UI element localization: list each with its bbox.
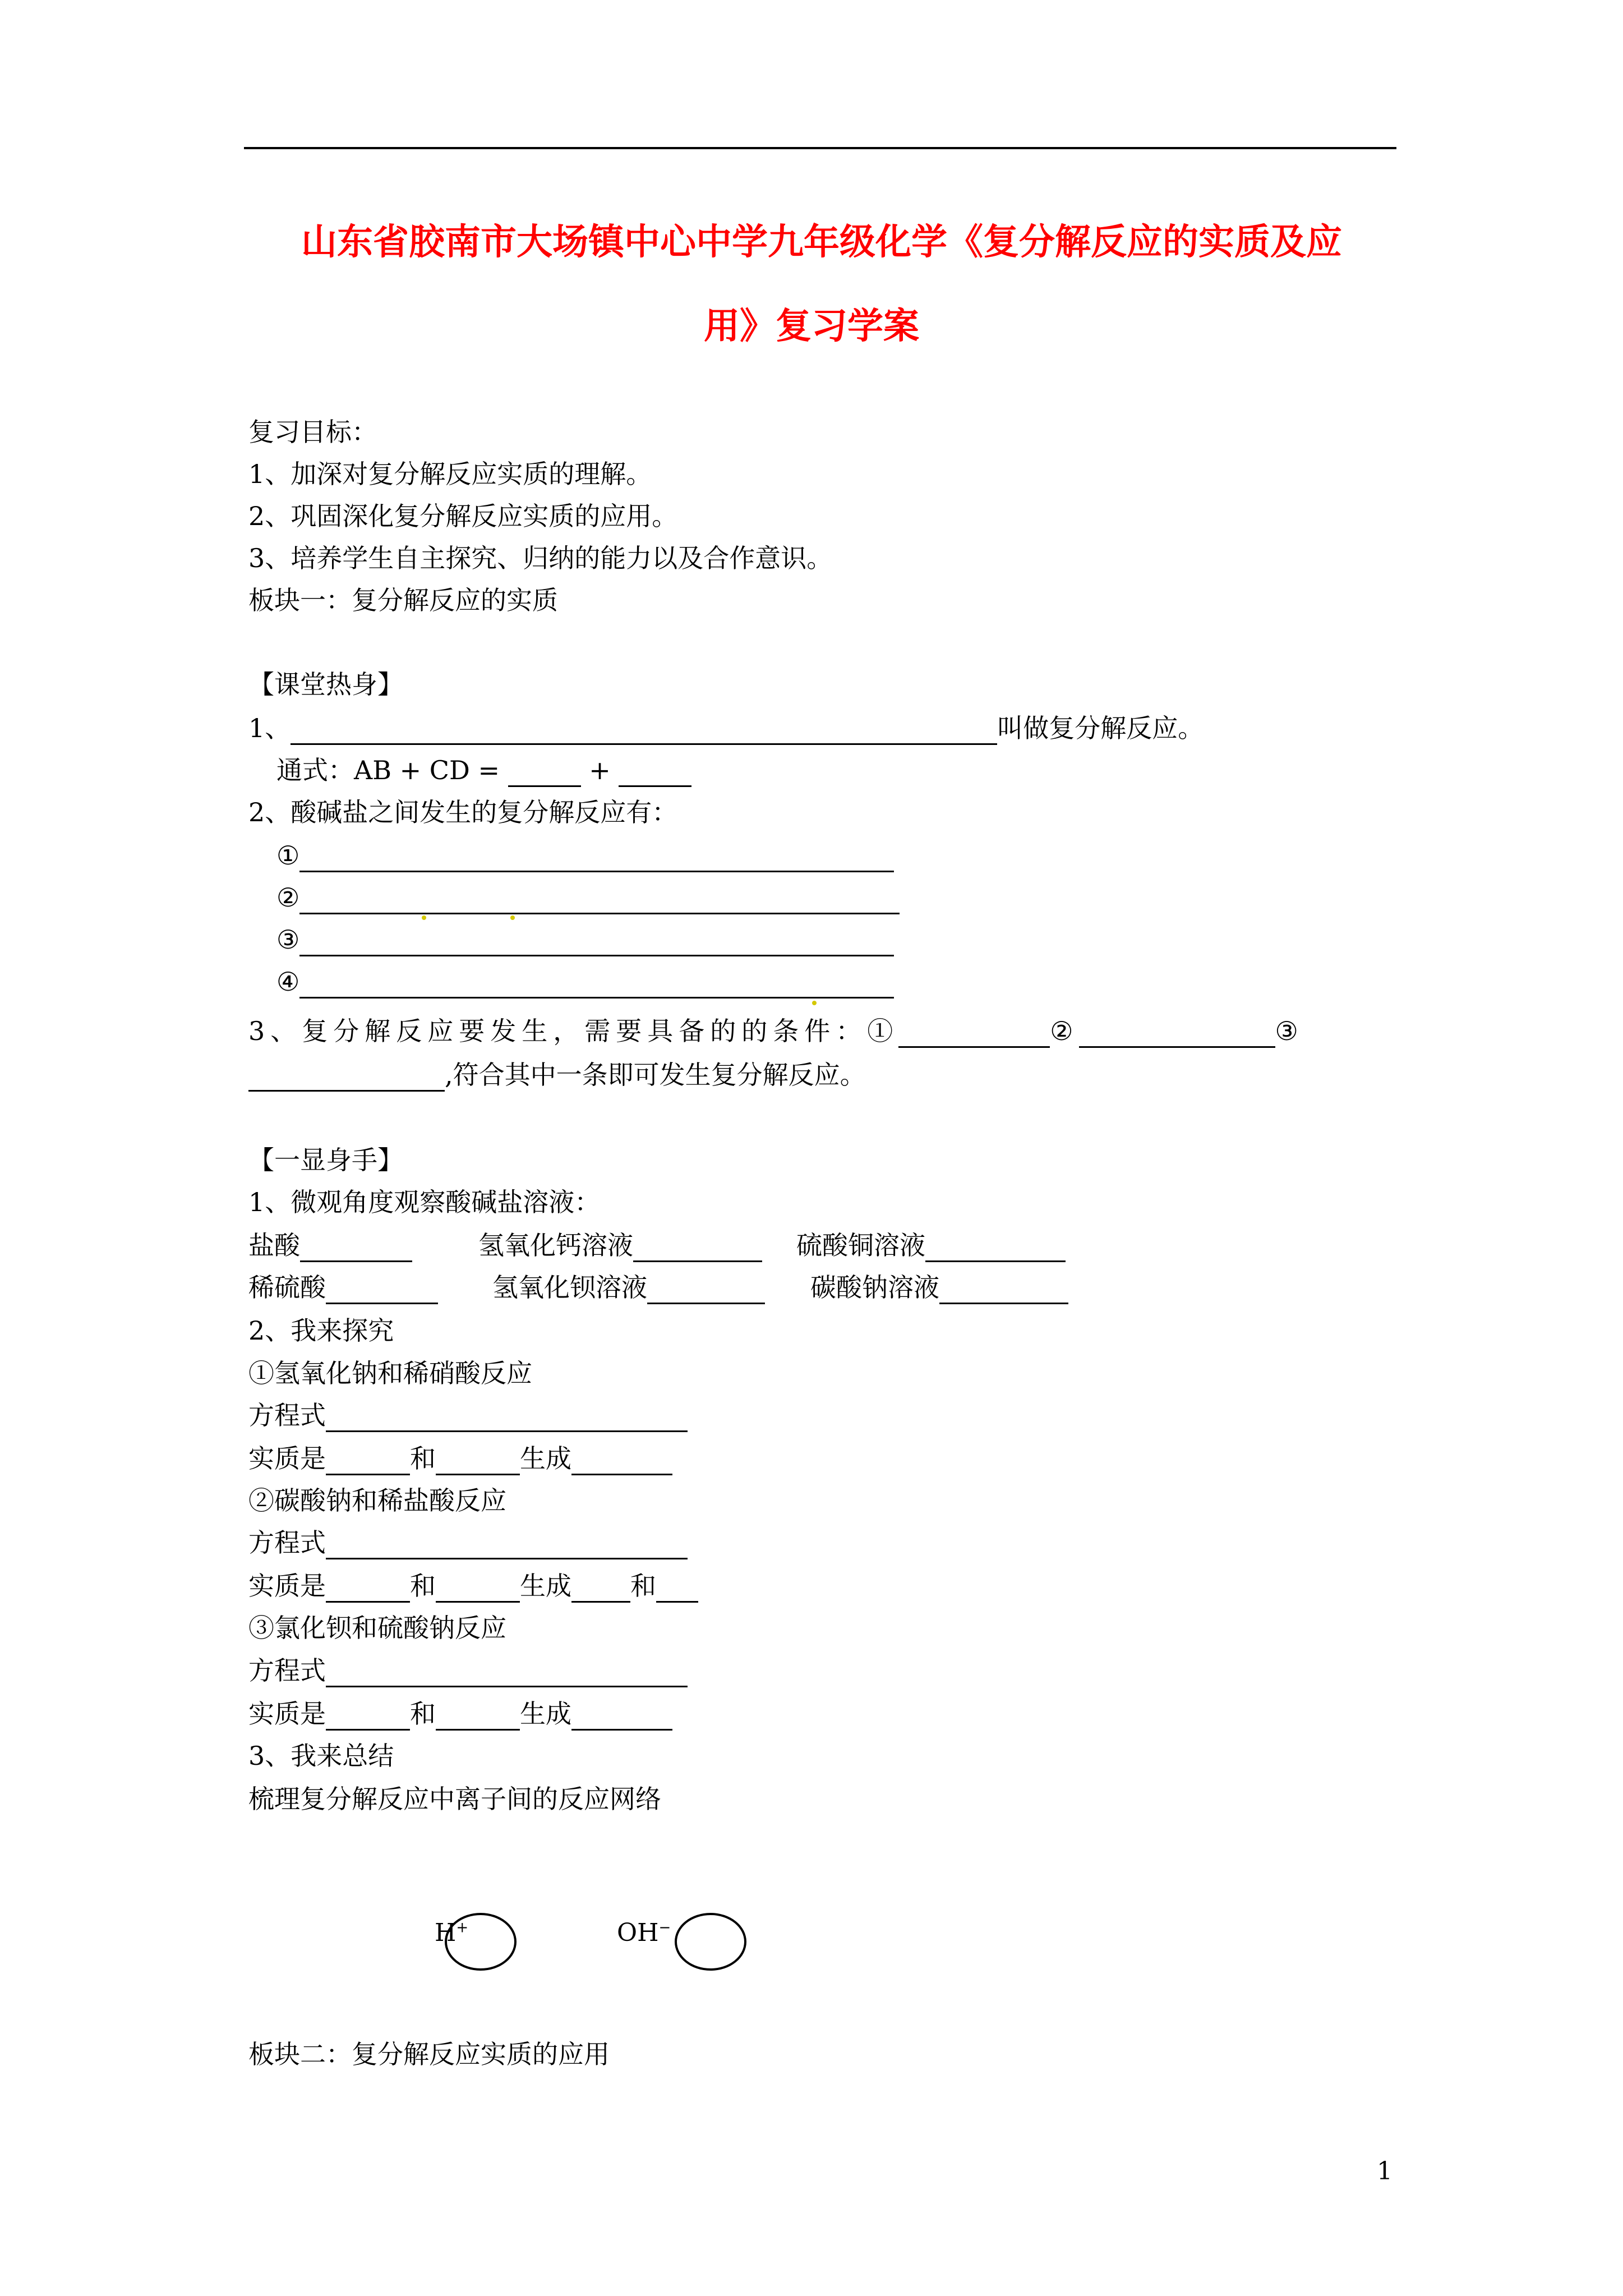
ion-oh: OH <box>617 1918 659 1947</box>
solution-cell <box>796 1228 1066 1262</box>
module2-heading: 板块二：复分解反应实质的应用 <box>248 2039 610 2069</box>
goal-item: 3、培养学生自主探究、归纳的能力以及合作意识。 <box>248 543 833 573</box>
showcase-heading: 【一显身手】 <box>248 1145 403 1175</box>
item-marker: ③ <box>276 924 300 955</box>
warmup-heading: 【课堂热身】 <box>248 669 403 700</box>
equation-label: 方程式 <box>248 1655 326 1686</box>
equation-line <box>248 1654 688 1687</box>
formula-blank-2[interactable] <box>619 758 691 787</box>
ion-h: H <box>435 1918 457 1947</box>
showcase-q2: 2、我来探究 <box>248 1315 394 1346</box>
network-text: 梳理复分解反应中离子间的反应网络 <box>248 1784 661 1814</box>
solution-label: 稀硫酸 <box>248 1272 326 1303</box>
q1-blank[interactable] <box>291 716 997 745</box>
solution-blank[interactable] <box>326 1276 438 1304</box>
solution-label: 氢氧化钙溶液 <box>478 1230 633 1260</box>
solution-blank[interactable] <box>633 1234 762 1262</box>
experiment-2: ②碳酸钠和稀盐酸反应 <box>248 1485 506 1516</box>
solution-label: 盐酸 <box>248 1230 300 1260</box>
reaction-line <box>276 965 894 999</box>
essence-blank[interactable] <box>656 1574 698 1603</box>
ion-oh-charge: − <box>658 1919 671 1936</box>
module1-heading: 板块一：复分解反应的实质 <box>248 585 558 615</box>
essence-line <box>248 1442 672 1475</box>
essence-blank[interactable] <box>436 1702 520 1731</box>
reaction-blank[interactable] <box>299 886 900 914</box>
equation-line <box>248 1398 688 1432</box>
warmup-q3 <box>248 1014 1304 1048</box>
formula-plus: + <box>580 755 619 785</box>
essence-label: 实质是 <box>248 1699 326 1729</box>
solution-cell <box>492 1271 765 1304</box>
condition-blank-3[interactable] <box>248 1063 445 1092</box>
warmup-q2: 2、酸碱盐之间发生的复分解反应有： <box>248 797 678 827</box>
condition-blank-2[interactable] <box>1079 1019 1275 1048</box>
item-marker: ④ <box>276 967 300 997</box>
title-line-1: 山东省胶南市大场镇中心中学九年级化学《复分解反应的实质及应 <box>301 221 1342 263</box>
formula-blank-1[interactable] <box>508 758 581 787</box>
and-label: 和 <box>630 1571 656 1601</box>
solution-blank[interactable] <box>300 1234 412 1262</box>
stray-dot <box>812 1001 817 1005</box>
essence-blank[interactable] <box>571 1574 630 1603</box>
q1-prefix: 1、 <box>248 713 291 743</box>
item-marker: ① <box>276 840 300 871</box>
formula-line <box>276 753 691 787</box>
q3-text: 3、复分解反应要发生，需要具备的的条件：① <box>248 1016 899 1046</box>
condition-blank-1[interactable] <box>898 1019 1050 1048</box>
and-label: 和 <box>410 1699 436 1729</box>
essence-blank[interactable] <box>436 1447 520 1475</box>
ion-h-charge: + <box>456 1919 469 1936</box>
essence-blank[interactable] <box>326 1574 410 1603</box>
q3-c3: ③ <box>1275 1016 1304 1046</box>
experiment-3: ③氯化钡和硫酸钠反应 <box>248 1613 506 1643</box>
warmup-q3-cont <box>248 1058 866 1092</box>
solution-cell <box>248 1271 438 1304</box>
goal-item: 2、巩固深化复分解反应实质的应用。 <box>248 501 678 531</box>
ion-oh-label <box>617 1918 671 1947</box>
stray-dot <box>422 915 426 920</box>
and-label: 和 <box>410 1571 436 1601</box>
produce-label: 生成 <box>520 1443 571 1474</box>
reaction-line <box>276 881 900 914</box>
equation-label: 方程式 <box>248 1527 326 1558</box>
essence-blank[interactable] <box>326 1447 410 1475</box>
goals-heading: 复习目标： <box>248 417 377 447</box>
q3-tail: ,符合其中一条即可发生复分解反应。 <box>445 1060 866 1090</box>
produce-label: 生成 <box>520 1571 571 1601</box>
essence-label: 实质是 <box>248 1443 326 1474</box>
equation-blank[interactable] <box>326 1659 688 1687</box>
solution-label: 硫酸铜溶液 <box>796 1230 925 1260</box>
equation-blank[interactable] <box>326 1404 688 1432</box>
solution-cell <box>248 1228 412 1262</box>
solution-blank[interactable] <box>939 1276 1068 1304</box>
produce-label: 生成 <box>520 1699 571 1729</box>
showcase-q3: 3、我来总结 <box>248 1741 394 1771</box>
q1-suffix: 叫做复分解反应。 <box>997 713 1204 743</box>
reaction-blank[interactable] <box>299 844 894 872</box>
q3-c2: ② <box>1050 1016 1079 1046</box>
solution-cell <box>478 1228 762 1262</box>
essence-line <box>248 1697 672 1731</box>
solution-label: 碳酸钠溶液 <box>810 1272 939 1303</box>
solution-blank[interactable] <box>647 1276 765 1304</box>
ion-h-circle[interactable] <box>445 1913 517 1971</box>
reaction-line <box>276 839 894 872</box>
title-line-2: 用》复习学案 <box>704 305 919 347</box>
essence-blank[interactable] <box>571 1702 672 1731</box>
header-rule <box>244 147 1396 149</box>
solution-label: 氢氧化钡溶液 <box>492 1272 647 1303</box>
goal-item: 1、加深对复分解反应实质的理解。 <box>248 459 652 489</box>
reaction-blank[interactable] <box>299 928 894 956</box>
ion-oh-circle[interactable] <box>675 1913 746 1971</box>
experiment-1: ①氢氧化钠和稀硝酸反应 <box>248 1358 532 1388</box>
reaction-blank[interactable] <box>299 970 894 999</box>
equation-line <box>248 1526 688 1559</box>
equation-label: 方程式 <box>248 1400 326 1430</box>
item-marker: ② <box>276 882 300 913</box>
page-number: 1 <box>1377 2157 1393 2185</box>
essence-label: 实质是 <box>248 1571 326 1601</box>
solution-cell <box>810 1271 1068 1304</box>
essence-line <box>248 1569 698 1603</box>
essence-blank[interactable] <box>436 1574 520 1603</box>
equation-blank[interactable] <box>326 1531 688 1559</box>
warmup-q1 <box>248 711 1204 745</box>
showcase-q1: 1、微观角度观察酸碱盐溶液： <box>248 1187 601 1217</box>
and-label: 和 <box>410 1443 436 1474</box>
essence-blank[interactable] <box>326 1702 410 1731</box>
reaction-line <box>276 923 894 956</box>
formula-label: 通式：AB + CD = <box>276 755 508 785</box>
solution-blank[interactable] <box>925 1234 1066 1262</box>
essence-blank[interactable] <box>571 1447 672 1475</box>
stray-dot <box>510 915 515 920</box>
